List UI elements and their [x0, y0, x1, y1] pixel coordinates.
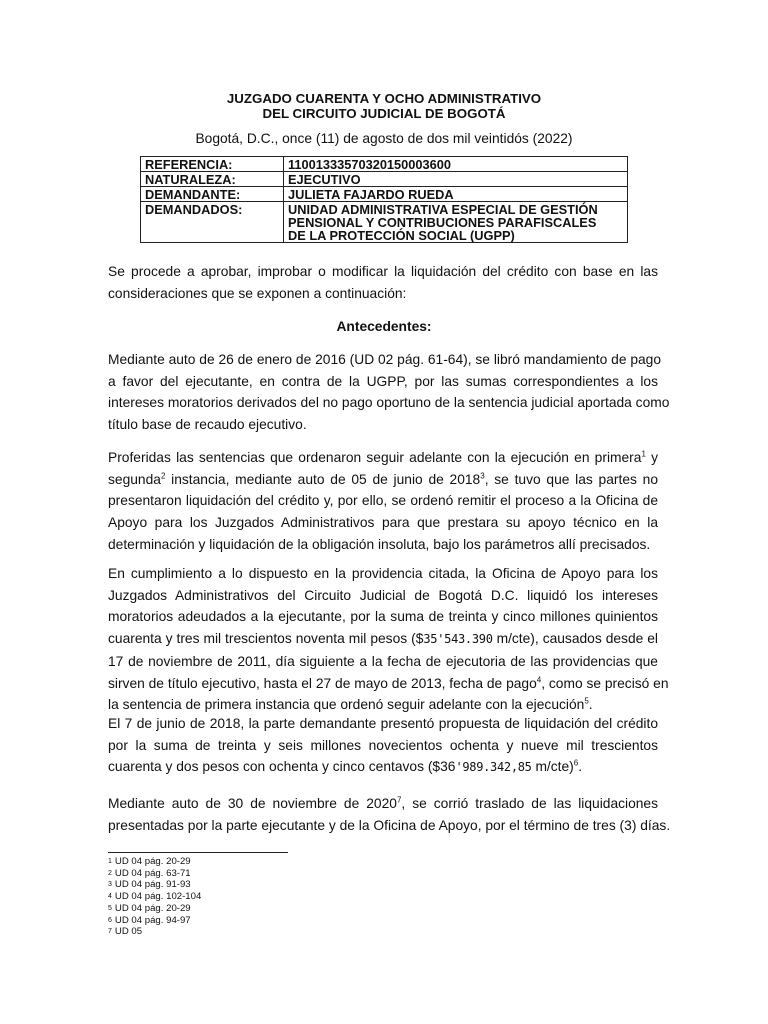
- case-caption-table: [140, 156, 628, 243]
- section-heading: Antecedentes:: [336, 319, 432, 334]
- paragraph-line: intereses moratorios derivados del no pago oportuno de la sentencia judicial aportada como: [108, 395, 670, 411]
- footnote-item: [108, 903, 201, 915]
- footnote-text: UD 04 pág. 102-104: [114, 891, 202, 903]
- caption-label: NATURALEZA:: [141, 172, 284, 187]
- paragraph-line: [108, 793, 658, 815]
- footnote-ref: 2: [160, 471, 166, 481]
- footnote-item: [108, 915, 201, 927]
- paragraph-line: El 7 de junio de 2018, la parte demandante presentó propuesta de liquidación del crédito: [108, 716, 658, 731]
- caption-label: DEMANDADOS:: [141, 202, 284, 243]
- paragraph-line: título base de recaudo ejecutivo.: [108, 417, 307, 433]
- text-run: , se tuvo que las partes no: [484, 471, 658, 487]
- footnote-separator: [108, 852, 288, 853]
- caption-row-referencia: [141, 157, 628, 172]
- caption-row-demandante: [141, 187, 628, 202]
- caption-row-naturaleza: [141, 172, 628, 187]
- court-name-line-2: DEL CIRCUITO JUDICIAL DE BOGOTÁ: [262, 106, 506, 121]
- footnote-text: UD 04 pág. 20-29: [114, 856, 191, 867]
- text-run: , se corrió traslado de las liquidaciones: [401, 796, 659, 811]
- footnote-item: [108, 856, 201, 868]
- paragraph-4: [108, 713, 658, 779]
- caption-value: [284, 157, 628, 172]
- footnote-number: 1: [108, 858, 112, 865]
- text-run: instancia, mediante auto de 05 de junio de 2018: [165, 471, 481, 487]
- footnote-text: UD 04 pág. 94-97: [114, 914, 191, 926]
- paragraph-line: [108, 673, 669, 695]
- footnote-text: UD 04 pág. 63-71: [114, 867, 191, 879]
- footnote-number: 2: [108, 869, 112, 877]
- court-name-line-1: JUZGADO CUARENTA Y OCHO ADMINISTRATIVO: [226, 91, 542, 106]
- footnote-item: [108, 891, 201, 903]
- footnote-ref: 3: [480, 471, 485, 481]
- footnote-ref: 4: [536, 674, 542, 684]
- text-run: la sentencia de primera instancia que ordenó seguir adelante con la ejecución: [108, 697, 585, 713]
- footnote-number: 5: [108, 904, 112, 912]
- text-run: m/cte): [531, 759, 574, 775]
- caption-value-line: EJECUTIVO: [288, 172, 361, 187]
- paragraph-line: Se procede a aprobar, improbar o modificar la liquidación del crédito con base en las: [108, 264, 658, 279]
- paragraph-line: [108, 628, 658, 651]
- paragraph-line: presentaron liquidación del crédito y, por ello, se ordenó remitir el proceso a la Oficina de: [108, 493, 658, 509]
- footnotes: [108, 856, 201, 938]
- paragraph-line: [108, 469, 658, 491]
- caption-value-line: PENSIONAL Y CONTRIBUCIONES PARAFISCALES: [288, 215, 597, 230]
- text-run: m/cte), causados desde el: [492, 631, 658, 647]
- caption-value: [284, 172, 628, 187]
- text-run: Mediante auto de 30 de noviembre de 2020: [108, 796, 397, 811]
- caption-value-line: 11001333570320150003600: [288, 157, 451, 172]
- text-run: .: [578, 759, 583, 775]
- paragraph-line: [108, 756, 658, 779]
- text-run: y: [645, 450, 658, 465]
- paragraph-line: [108, 447, 658, 469]
- text-run: .: [588, 697, 593, 713]
- amount-figure: 35'543.390: [423, 632, 493, 647]
- paragraph-line: En cumplimiento a lo dispuesto en la providencia citada, la Oficina de Apoyo para los: [108, 566, 658, 581]
- text-run: , como se precisó en: [541, 675, 669, 691]
- paragraph-line: Apoyo para los Juzgados Administrativos para que prestara su apoyo técnico en la: [108, 515, 658, 531]
- footnote-number: 7: [108, 928, 112, 936]
- paragraph-line: determinación y liquidación de la obligación insoluta, bajo los parámetros allí precisados.: [108, 536, 651, 552]
- text-run: Proferidas las sentencias que ordenaron seguir adelante con la ejecución en primera: [108, 450, 642, 465]
- intro-paragraph: [108, 261, 658, 304]
- footnote-text: UD 05: [114, 926, 143, 938]
- paragraph-line: 17 de noviembre de 2011, día siguiente a la fecha de ejecutoria de las providencias que: [108, 653, 658, 669]
- paragraph-line: por la suma de treinta y seis millones novecientos ochenta y nueve mil trescientos: [108, 737, 658, 753]
- caption-label: REFERENCIA:: [141, 157, 284, 172]
- paragraph-3: [108, 563, 669, 716]
- caption-value: [284, 202, 628, 243]
- text-run: cuarenta y tres mil trescientos noventa mil pesos ($: [108, 631, 424, 647]
- footnote-text: UD 04 pág. 91-93: [114, 879, 191, 891]
- footnote-ref: 5: [584, 696, 589, 706]
- paragraph-1: [108, 349, 670, 436]
- footnote-ref: 7: [396, 795, 402, 805]
- text-run: cuarenta y dos pesos con ochenta y cinco centavos ($36: [108, 759, 456, 775]
- caption-row-demandados: [141, 202, 628, 243]
- caption-label: DEMANDANTE:: [141, 187, 284, 202]
- paragraph-line: consideraciones que se exponen a continuación:: [108, 285, 407, 301]
- footnote-item: [108, 868, 201, 880]
- footnote-ref: 6: [573, 758, 579, 768]
- paragraph-5: [108, 793, 671, 836]
- paragraph-line: a favor del ejecutante, en contra de la UGPP, por las sumas correspondientes a los: [108, 373, 658, 389]
- caption-value: [284, 187, 628, 202]
- footnote-number: 3: [108, 881, 112, 889]
- caption-value-line: UNIDAD ADMINISTRATIVA ESPECIAL DE GESTIÓN: [288, 202, 598, 217]
- footnote-item: [108, 879, 201, 891]
- caption-value-line: DE LA PROTECCIÓN SOCIAL (UGPP): [288, 228, 515, 243]
- paragraph-line: presentadas por la parte ejecutante y de la Oficina de Apoyo, por el término de tres (3) días.: [108, 817, 671, 833]
- paragraph-line: Juzgados Administrativos del Circuito Judicial de Bogotá D.C. liquidó los intereses: [108, 587, 658, 603]
- text-run: segunda: [108, 471, 161, 487]
- caption-value-line: JULIETA FAJARDO RUEDA: [288, 187, 454, 202]
- amount-figure: '989.342,85: [455, 760, 532, 775]
- footnote-text: UD 04 pág. 20-29: [114, 902, 191, 914]
- paragraph-line: moratorios adeudados a la ejecutante, por la suma de treinta y cinco millones quinientos: [108, 609, 658, 625]
- date-line: Bogotá, D.C., once (11) de agosto de dos mil veintidós (2022): [195, 131, 573, 146]
- paragraph-line: Mediante auto de 26 de enero de 2016 (UD 02 pág. 61-64), se libró mandamiento de pago: [108, 352, 662, 367]
- text-run: sirven de título ejecutivo, hasta el 27 de mayo de 2013, fecha de pago: [108, 675, 537, 691]
- court-header: [0, 91, 768, 121]
- footnote-number: 6: [108, 916, 112, 924]
- footnote-item: [108, 926, 201, 938]
- footnote-number: 4: [108, 893, 112, 901]
- footnote-ref: 1: [641, 449, 646, 459]
- paragraph-2: [108, 447, 658, 556]
